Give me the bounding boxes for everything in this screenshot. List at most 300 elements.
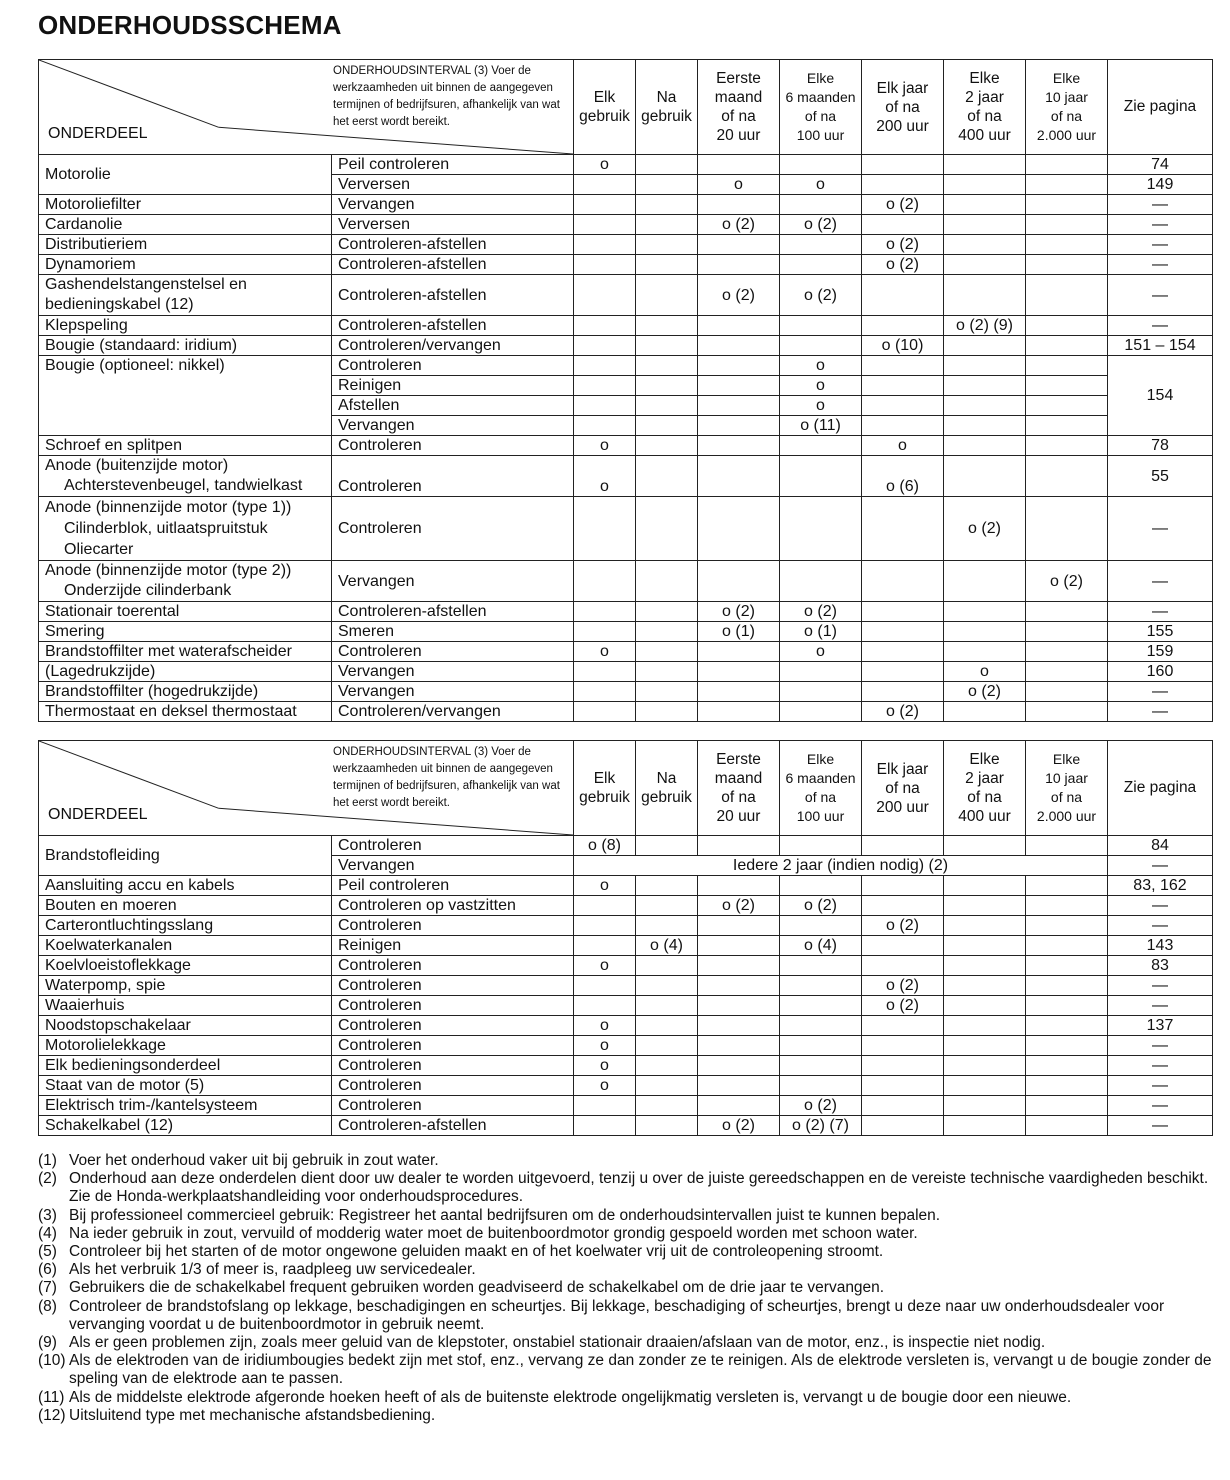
- cell-elk-jaar: [862, 215, 944, 235]
- table-row: [39, 456, 1213, 497]
- cell-elk-gebruik: [574, 336, 636, 356]
- col-6-maanden: Elke 6 maanden of na 100 uur: [780, 741, 862, 836]
- page-ref: 55: [1108, 456, 1213, 497]
- cell-na-gebruik: [636, 976, 698, 996]
- table-row: [39, 702, 1213, 722]
- cell-2-jaar: [944, 1116, 1026, 1136]
- footnote-number: (5): [38, 1243, 57, 1261]
- cell-elk-jaar: [862, 1016, 944, 1036]
- cell-2-jaar: [944, 702, 1026, 722]
- col-elk-gebruik: Elk gebruik: [574, 60, 636, 155]
- task: Controleren: [332, 1076, 574, 1096]
- cell-2-jaar: [944, 336, 1026, 356]
- part-name: Waaierhuis: [39, 996, 332, 1016]
- cell-10-jaar: [1026, 235, 1108, 255]
- footnote: [38, 1298, 1218, 1334]
- cell-elk-gebruik: o: [574, 956, 636, 976]
- task: Controleren: [332, 642, 574, 662]
- cell-2-jaar: o: [944, 662, 1026, 682]
- table-row: [39, 602, 1213, 622]
- cell-2-jaar: [944, 1016, 1026, 1036]
- cell-elk-gebruik: [574, 255, 636, 275]
- footnote-text: Als de elektroden van de iridiumbougies bedekt zijn met stof, enz., vervang ze dan zonder ze te reinigen. Als de elektrode versleten is, vervangt u de bougie zonder de speling van de elektrode aan te passen.: [69, 1352, 1212, 1388]
- cell-eerste-maand: o (2): [698, 275, 780, 316]
- footnote-number: (3): [38, 1206, 57, 1224]
- cell-elk-gebruik: [574, 976, 636, 996]
- cell-eerste-maand: [698, 336, 780, 356]
- table-row: [39, 436, 1213, 456]
- table-row: [39, 356, 1213, 376]
- table-row: [39, 497, 1213, 561]
- cell-6-maanden: o: [780, 396, 862, 416]
- col-na-gebruik: Na gebruik: [636, 60, 698, 155]
- cell-elk-gebruik: [574, 1096, 636, 1116]
- part-name: Elektrisch trim-/kantelsysteem: [39, 1096, 332, 1116]
- table-row: [39, 956, 1213, 976]
- part-name: Smering: [39, 622, 332, 642]
- cell-10-jaar: [1026, 916, 1108, 936]
- task: Controleren: [332, 1016, 574, 1036]
- cell-elk-gebruik: [574, 622, 636, 642]
- table-row: [39, 976, 1213, 996]
- footnote: [38, 1334, 1218, 1352]
- interval-note: ONDERHOUDSINTERVAL (3) Voer de werkzaamheden uit binnen de aangegeven termijnen of bedrijfsuren, afhankelijk van wat het eerst wordt bereikt.: [333, 65, 560, 128]
- cell-elk-gebruik: o (8): [574, 836, 636, 856]
- cell-elk-gebruik: [574, 996, 636, 1016]
- task: Controleren: [332, 1056, 574, 1076]
- cell-elk-gebruik: [574, 936, 636, 956]
- task: Controleren-afstellen: [332, 602, 574, 622]
- cell-eerste-maand: [698, 195, 780, 215]
- cell-elk-jaar: [862, 1096, 944, 1116]
- cell-elk-jaar: o: [862, 436, 944, 456]
- footnote-number: (1): [38, 1152, 57, 1169]
- table-row: [39, 1096, 1213, 1116]
- part-name: Anode (binnenzijde motor (type 2)) Onderzijde cilinderbank: [39, 561, 332, 602]
- cell-elk-gebruik: [574, 896, 636, 916]
- cell-elk-jaar: o (2): [862, 702, 944, 722]
- col-10-jaar: Elke 10 jaar of na 2.000 uur: [1026, 60, 1108, 155]
- task: Controleren-afstellen: [332, 275, 574, 316]
- cell-6-maanden: [780, 1076, 862, 1096]
- cell-6-maanden: o (2): [780, 896, 862, 916]
- footnote-text: Na ieder gebruik in zout, vervuild of modderig water moet de buitenboordmotor grondig gespoeld worden met schoon water.: [69, 1224, 918, 1242]
- cell-elk-gebruik: [574, 215, 636, 235]
- table-row: [39, 916, 1213, 936]
- cell-na-gebruik: [636, 876, 698, 896]
- cell-6-maanden: [780, 255, 862, 275]
- footnote: [38, 1389, 1218, 1407]
- cell-6-maanden: [780, 195, 862, 215]
- page-ref: —: [1108, 215, 1213, 235]
- cell-6-maanden: o (2): [780, 602, 862, 622]
- part-name: Aansluiting accu en kabels: [39, 876, 332, 896]
- task: Controleren op vastzitten: [332, 896, 574, 916]
- part-name: Dynamoriem: [39, 255, 332, 275]
- page-ref: —: [1108, 682, 1213, 702]
- cell-6-maanden: o (2) (7): [780, 1116, 862, 1136]
- task: Smeren: [332, 622, 574, 642]
- cell-2-jaar: [944, 1076, 1026, 1096]
- cell-elk-gebruik: o: [574, 155, 636, 175]
- cell-2-jaar: [944, 195, 1026, 215]
- part-name: Staat van de motor (5): [39, 1076, 332, 1096]
- cell-elk-jaar: o (6): [862, 456, 944, 497]
- table-row: [39, 1016, 1213, 1036]
- cell-6-maanden: o: [780, 376, 862, 396]
- task: Controleren: [332, 456, 574, 497]
- cell-10-jaar: [1026, 956, 1108, 976]
- cell-10-jaar: [1026, 336, 1108, 356]
- header-diagonal-cell: [39, 60, 574, 155]
- cell-6-maanden: [780, 956, 862, 976]
- cell-6-maanden: [780, 702, 862, 722]
- col-6-maanden: Elke 6 maanden of na 100 uur: [780, 60, 862, 155]
- page-ref: 143: [1108, 936, 1213, 956]
- cell-elk-jaar: [862, 682, 944, 702]
- cell-elk-jaar: [862, 956, 944, 976]
- task: Controleren/vervangen: [332, 702, 574, 722]
- cell-elk-gebruik: o: [574, 876, 636, 896]
- part-name: Noodstopschakelaar: [39, 1016, 332, 1036]
- task: Vervangen: [332, 416, 574, 436]
- cell-elk-jaar: o (2): [862, 195, 944, 215]
- cell-2-jaar: [944, 976, 1026, 996]
- task: Controleren: [332, 996, 574, 1016]
- task: Controleren/vervangen: [332, 336, 574, 356]
- cell-na-gebruik: o (4): [636, 936, 698, 956]
- cell-elk-jaar: [862, 602, 944, 622]
- task: Controleren: [332, 497, 574, 561]
- footnote-text: Bij professioneel commercieel gebruik: Registreer het aantal bedrijfsuren om de onderhoudsintervallen juist te kunnen bepalen.: [69, 1206, 941, 1224]
- cell-10-jaar: [1026, 195, 1108, 215]
- cell-6-maanden: [780, 976, 862, 996]
- cell-na-gebruik: [636, 622, 698, 642]
- task: Controleren: [332, 356, 574, 376]
- table-row: [39, 215, 1213, 235]
- cell-elk-gebruik: [574, 682, 636, 702]
- cell-6-maanden: [780, 916, 862, 936]
- cell-elk-gebruik: [574, 916, 636, 936]
- cell-elk-jaar: [862, 936, 944, 956]
- page-ref: —: [1108, 976, 1213, 996]
- cell-elk-jaar: o (10): [862, 336, 944, 356]
- table-row: [39, 255, 1213, 275]
- cell-na-gebruik: [636, 702, 698, 722]
- part-name: Stationair toerental: [39, 602, 332, 622]
- cell-6-maanden: o (4): [780, 936, 862, 956]
- part-name: Koelwaterkanalen: [39, 936, 332, 956]
- cell-elk-jaar: [862, 316, 944, 336]
- page-ref: —: [1108, 497, 1213, 561]
- page-ref: 160: [1108, 662, 1213, 682]
- cell-2-jaar: [944, 235, 1026, 255]
- cell-2-jaar: [944, 936, 1026, 956]
- cell-10-jaar: [1026, 682, 1108, 702]
- table-row: [39, 1056, 1213, 1076]
- cell-na-gebruik: [636, 682, 698, 702]
- cell-eerste-maand: o (2): [698, 896, 780, 916]
- footnote-number: (6): [38, 1261, 57, 1279]
- cell-6-maanden: [780, 1036, 862, 1056]
- task: Controleren: [332, 976, 574, 996]
- cell-2-jaar: o (2) (9): [944, 316, 1026, 336]
- cell-eerste-maand: o (1): [698, 622, 780, 642]
- col-zie-pagina: Zie pagina: [1108, 741, 1213, 836]
- task: Afstellen: [332, 396, 574, 416]
- cell-10-jaar: [1026, 316, 1108, 336]
- part-name: Distributieriem: [39, 235, 332, 255]
- cell-6-maanden: [780, 682, 862, 702]
- page-ref: —: [1108, 561, 1213, 602]
- part-name: Elk bedieningsonderdeel: [39, 1056, 332, 1076]
- table-row: [39, 936, 1213, 956]
- cell-2-jaar: o (2): [944, 682, 1026, 702]
- cell-elk-gebruik: o: [574, 1036, 636, 1056]
- task: Vervangen: [332, 662, 574, 682]
- cell-eerste-maand: o: [698, 175, 780, 195]
- footnote: [38, 1170, 1218, 1206]
- page-ref: —: [1108, 916, 1213, 936]
- cell-6-maanden: o: [780, 356, 862, 376]
- table-row: [39, 836, 1213, 856]
- footnote: [38, 1152, 1218, 1170]
- page-ref: —: [1108, 896, 1213, 916]
- part-name: Brandstoffilter (hogedrukzijde): [39, 682, 332, 702]
- task: Peil controleren: [332, 876, 574, 896]
- footnote-text: Voer het onderhoud vaker uit bij gebruik in zout water.: [69, 1152, 439, 1169]
- cell-eerste-maand: [698, 255, 780, 275]
- table-row: [39, 155, 1213, 175]
- col-elk-jaar: Elk jaar of na 200 uur: [862, 741, 944, 836]
- cell-na-gebruik: [636, 602, 698, 622]
- page-ref: 137: [1108, 1016, 1213, 1036]
- task: Controleren-afstellen: [332, 235, 574, 255]
- page-title: ONDERHOUDSSCHEMA: [38, 10, 342, 40]
- part-name: Klepspeling: [39, 316, 332, 336]
- footnote-number: (10): [38, 1352, 66, 1370]
- table-row: [39, 896, 1213, 916]
- page-ref: 83, 162: [1108, 876, 1213, 896]
- footnote-text: Als het verbruik 1/3 of meer is, raadpleeg uw servicedealer.: [69, 1261, 476, 1279]
- part-name: Motorolielekkage: [39, 1036, 332, 1056]
- header-diagonal-cell: [39, 741, 574, 836]
- table-row: [39, 316, 1213, 336]
- part-name: Schakelkabel (12): [39, 1116, 332, 1136]
- cell-elk-jaar: o (2): [862, 916, 944, 936]
- footnote: [38, 1225, 1218, 1243]
- maintenance-table-1: [38, 59, 1213, 722]
- cell-elk-gebruik: [574, 702, 636, 722]
- page-ref: 159: [1108, 642, 1213, 662]
- page-ref: —: [1108, 316, 1213, 336]
- footnote-text: Als de middelste elektrode afgeronde hoeken heeft of als de buitenste elektrode ongelijkmatig versleten is, vervangt u de bougie door een nieuwe.: [69, 1388, 1072, 1406]
- cell-10-jaar: [1026, 1116, 1108, 1136]
- task: Vervangen: [332, 856, 574, 876]
- page-ref: 151 – 154: [1108, 336, 1213, 356]
- cell-na-gebruik: [636, 996, 698, 1016]
- part-name: Bougie (standaard: iridium): [39, 336, 332, 356]
- footnote: [38, 1261, 1218, 1279]
- onderdeel-label: ONDERDEEL: [48, 806, 148, 823]
- part-name: Koelvloeistoflekkage: [39, 956, 332, 976]
- footnote-number: (12): [38, 1406, 66, 1424]
- cell-2-jaar: [944, 876, 1026, 896]
- cell-6-maanden: [780, 996, 862, 1016]
- footnote-text: Controleer bij het starten of de motor ongewone geluiden maakt en of het koelwater vrij uit de controleopening stroomt.: [69, 1243, 884, 1261]
- task: Controleren: [332, 956, 574, 976]
- cell-elk-gebruik: [574, 602, 636, 622]
- cell-10-jaar: [1026, 1016, 1108, 1036]
- cell-elk-jaar: [862, 1116, 944, 1136]
- cell-na-gebruik: [636, 916, 698, 936]
- footnotes: [38, 1152, 1218, 1425]
- cell-10-jaar: [1026, 622, 1108, 642]
- cell-elk-jaar: o (2): [862, 255, 944, 275]
- table-row: [39, 622, 1213, 642]
- footnote-text: Controleer de brandstofslang op lekkage, beschadigingen en scheurtjes. Bij lekkage, beschadiging of scheurtjes, brengt u deze naar uw onderhoudsdealer voor vervanging voordat u de buitenboordmotor in gebruik neemt.: [69, 1297, 1165, 1333]
- cell-na-gebruik: [636, 316, 698, 336]
- page-ref: —: [1108, 602, 1213, 622]
- cell-elk-gebruik: [574, 235, 636, 255]
- col-eerste-maand: Eerste maand of na 20 uur: [698, 60, 780, 155]
- cell-na-gebruik: [636, 1056, 698, 1076]
- footnote: [38, 1243, 1218, 1261]
- interval-note: ONDERHOUDSINTERVAL (3) Voer de werkzaamheden uit binnen de aangegeven termijnen of bedrijfsuren, afhankelijk van wat het eerst wordt bereikt.: [333, 746, 560, 809]
- footnote-number: (8): [38, 1297, 57, 1315]
- cell-elk-gebruik: o: [574, 456, 636, 497]
- page-ref: —: [1108, 1096, 1213, 1116]
- cell-2-jaar: [944, 255, 1026, 275]
- part-name: Cardanolie: [39, 215, 332, 235]
- cell-6-maanden: [780, 336, 862, 356]
- cell-elk-jaar: [862, 1076, 944, 1096]
- cell-na-gebruik: [636, 896, 698, 916]
- cell-elk-jaar: o (2): [862, 976, 944, 996]
- cell-na-gebruik: [636, 1036, 698, 1056]
- table-row: [39, 996, 1213, 1016]
- page-ref: 155: [1108, 622, 1213, 642]
- task: Controleren: [332, 436, 574, 456]
- table-row: [39, 1036, 1213, 1056]
- part-name: Motorolie: [39, 155, 332, 195]
- cell-6-maanden: [780, 1056, 862, 1076]
- onderdeel-label: ONDERDEEL: [48, 125, 148, 142]
- cell-elk-gebruik: [574, 316, 636, 336]
- cell-6-maanden: o (2): [780, 275, 862, 316]
- cell-6-maanden: [780, 235, 862, 255]
- col-2-jaar: Elke 2 jaar of na 400 uur: [944, 60, 1026, 155]
- page-ref: 149: [1108, 175, 1213, 195]
- part-name: Anode (buitenzijde motor) Achterstevenbeugel, tandwielkast: [39, 456, 332, 497]
- part-name: Carterontluchtingsslang: [39, 916, 332, 936]
- cell-6-maanden: [780, 1016, 862, 1036]
- part-name: Brandstofleiding: [39, 836, 332, 876]
- col-elk-jaar: Elk jaar of na 200 uur: [862, 60, 944, 155]
- page-ref: —: [1108, 235, 1213, 255]
- cell-na-gebruik: [636, 1076, 698, 1096]
- cell-2-jaar: [944, 1036, 1026, 1056]
- footnote-text: Gebruikers die de schakelkabel frequent gebruiken worden geadviseerd de schakelkabel om de drie jaar te vervangen.: [69, 1279, 885, 1297]
- page-ref: —: [1108, 856, 1213, 876]
- task: Reinigen: [332, 936, 574, 956]
- cell-eerste-maand: [698, 1056, 780, 1076]
- table-row: [39, 682, 1213, 702]
- maintenance-table-2: [38, 740, 1213, 1136]
- col-zie-pagina: Zie pagina: [1108, 60, 1213, 155]
- cell-elk-jaar: o (2): [862, 996, 944, 1016]
- part-name: Bougie (optioneel: nikkel): [39, 356, 332, 436]
- cell-10-jaar: [1026, 1036, 1108, 1056]
- cell-2-jaar: [944, 916, 1026, 936]
- cell-elk-gebruik: [574, 195, 636, 215]
- cell-10-jaar: [1026, 602, 1108, 622]
- cell-eerste-maand: [698, 976, 780, 996]
- cell-elk-jaar: o (2): [862, 235, 944, 255]
- cell-eerste-maand: [698, 916, 780, 936]
- cell-eerste-maand: [698, 876, 780, 896]
- part-name: Motoroliefilter: [39, 195, 332, 215]
- cell-na-gebruik: [636, 195, 698, 215]
- cell-eerste-maand: o (2): [698, 1116, 780, 1136]
- cell-10-jaar: [1026, 702, 1108, 722]
- interval-span-text: Iedere 2 jaar (indien nodig) (2): [574, 856, 1108, 876]
- table-row: [39, 336, 1213, 356]
- task: Controleren: [332, 916, 574, 936]
- footnote-text: Als er geen problemen zijn, zoals meer geluid van de klepstoter, onstabiel stationair draaien/afslaan van de motor, enz., is inspectie niet nodig.: [69, 1334, 1046, 1352]
- task: Vervangen: [332, 682, 574, 702]
- footnote-number: (4): [38, 1224, 57, 1242]
- footnote-number: (11): [38, 1388, 65, 1406]
- cell-eerste-maand: [698, 316, 780, 336]
- cell-10-jaar: [1026, 1076, 1108, 1096]
- cell-6-maanden: o: [780, 175, 862, 195]
- part-name: (Lagedrukzijde): [39, 662, 332, 682]
- page-ref: 154: [1108, 356, 1213, 436]
- cell-eerste-maand: [698, 936, 780, 956]
- cell-eerste-maand: [698, 682, 780, 702]
- cell-10-jaar: [1026, 1056, 1108, 1076]
- col-10-jaar: Elke 10 jaar of na 2.000 uur: [1026, 741, 1108, 836]
- cell-elk-gebruik: [574, 1116, 636, 1136]
- cell-10-jaar: [1026, 996, 1108, 1016]
- col-elk-gebruik: Elk gebruik: [574, 741, 636, 836]
- footnote: [38, 1352, 1218, 1388]
- cell-6-maanden: [780, 876, 862, 896]
- page-ref: —: [1108, 702, 1213, 722]
- cell-elk-jaar: [862, 896, 944, 916]
- cell-6-maanden: o: [780, 642, 862, 662]
- cell-2-jaar: [944, 602, 1026, 622]
- cell-6-maanden: [780, 316, 862, 336]
- task: Controleren: [332, 1096, 574, 1116]
- page-ref: 83: [1108, 956, 1213, 976]
- cell-eerste-maand: [698, 235, 780, 255]
- table-row: [39, 1076, 1213, 1096]
- task: Verversen: [332, 175, 574, 195]
- table-row: [39, 561, 1213, 602]
- cell-elk-gebruik: o: [574, 642, 636, 662]
- cell-10-jaar: [1026, 896, 1108, 916]
- part-name: Schroef en splitpen: [39, 436, 332, 456]
- task: Controleren-afstellen: [332, 316, 574, 336]
- cell-6-maanden: o (2): [780, 215, 862, 235]
- cell-10-jaar: [1026, 215, 1108, 235]
- page-ref: —: [1108, 1036, 1213, 1056]
- cell-na-gebruik: [636, 255, 698, 275]
- part-name: Waterpomp, spie: [39, 976, 332, 996]
- page-ref: 84: [1108, 836, 1213, 856]
